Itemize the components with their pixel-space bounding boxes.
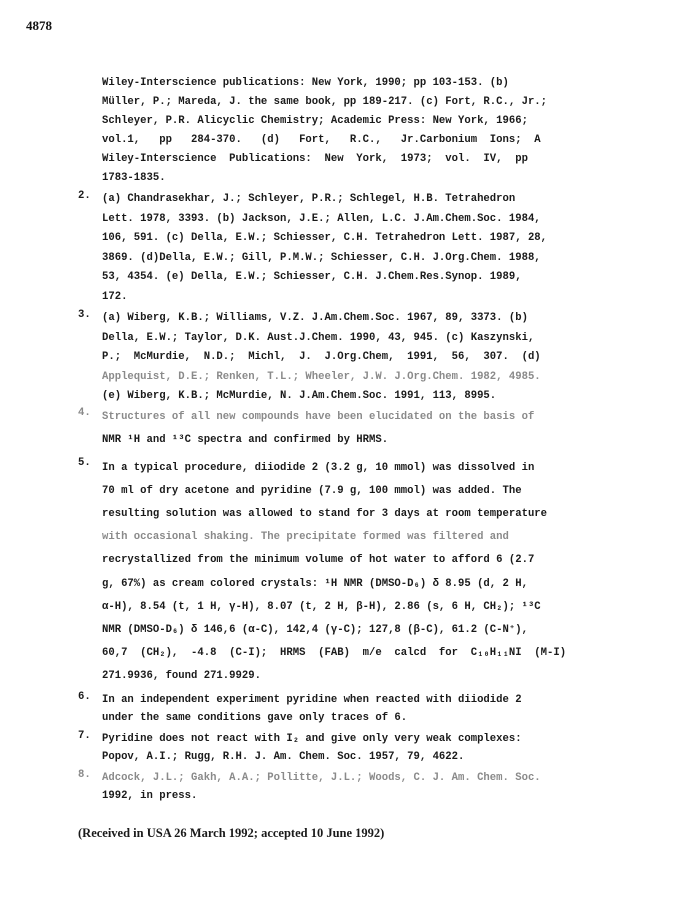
reference-line: 106, 591. (c) Della, E.W.; Schiesser, C.H. Tetrahedron Lett. 1987, 28,	[102, 232, 548, 244]
reference-number: 7.	[78, 729, 91, 742]
reference-line: vol.1, pp 284-370. (d) Fort, R.C., Jr.Carbonium Ions; A	[102, 134, 541, 146]
reference-line: 1992, in press.	[102, 790, 198, 803]
reference-text	[102, 691, 608, 728]
reference-line: recrystallized from the minimum volume of hot water to afford 6 (2.7	[102, 554, 535, 567]
reference-line: Structures of all new compounds have been elucidated on the basis of	[102, 410, 535, 423]
reference-number: 2.	[78, 190, 91, 202]
reference-number: 3.	[78, 309, 91, 321]
reference-line: 1783-1835.	[102, 172, 166, 184]
reference-line: α-H), 8.54 (t, 1 H, γ-H), 8.07 (t, 2 H, β-H), 2.86 (s, 6 H, CH₂); ¹³C	[102, 600, 541, 613]
reference-number	[78, 74, 102, 188]
reference-5	[78, 457, 608, 689]
reference-7	[78, 730, 608, 767]
reference-4	[78, 407, 608, 453]
reference-line: Popov, A.I.; Rugg, R.H. J. Am. Chem. Soc. 1957, 79, 4622.	[102, 751, 465, 764]
reference-number: 6.	[78, 690, 91, 703]
reference-line: Schleyer, P.R. Alicyclic Chemistry; Academic Press: New York, 1966;	[102, 115, 528, 127]
reference-number: 8.	[78, 768, 91, 781]
reference-text	[102, 309, 608, 407]
reference-line: (e) Wiberg, K.B.; McMurdie, N. J.Am.Chem.Soc. 1991, 113, 8995.	[102, 390, 497, 402]
reference-2	[78, 190, 608, 307]
reference-line: Applequist, D.E.; Renken, T.L.; Wheeler, J.W. J.Org.Chem. 1982, 4985.	[102, 370, 541, 383]
reference-line: NMR (DMSO-D₆) δ 146,6 (α-C), 142,4 (γ-C); 127,8 (β-C), 61.2 (C-N⁺),	[102, 623, 528, 636]
reference-line: Pyridine does not react with I₂ and give only very weak complexes:	[102, 732, 522, 745]
reference-number: 5.	[78, 456, 91, 469]
reference-line: g, 67%) as cream colored crystals: ¹H NMR (DMSO-D₆) δ 8.95 (d, 2 H,	[102, 577, 528, 590]
page-number: 4878	[26, 18, 52, 33]
reference-text	[102, 190, 608, 307]
reference-line: In a typical procedure, diiodide 2 (3.2 g, 10 mmol) was dissolved in	[102, 461, 535, 474]
reference-line: 172.	[102, 290, 128, 303]
reference-line: 271.9936, found 271.9929.	[102, 670, 261, 683]
reference-text	[102, 730, 608, 767]
received-date-note: (Received in USA 26 March 1992; accepted 10 June 1992)	[78, 826, 385, 840]
reference-line: 53, 4354. (e) Della, E.W.; Schiesser, C.H. J.Chem.Res.Synop. 1989,	[102, 271, 522, 283]
reference-line: Lett. 1978, 3393. (b) Jackson, J.E.; Allen, L.C. J.Am.Chem.Soc. 1984,	[102, 212, 541, 225]
reference-line: 3869. (d)Della, E.W.; Gill, P.M.W.; Schiesser, C.H. J.Org.Chem. 1988,	[102, 251, 541, 264]
reference-8	[78, 769, 608, 806]
reference-3	[78, 309, 608, 407]
reference-text	[102, 74, 608, 188]
reference-line: Adcock, J.L.; Gakh, A.A.; Pollitte, J.L.; Woods, C. J. Am. Chem. Soc.	[102, 771, 541, 784]
reference-line: P.; McMurdie, N.D.; Michl, J. J.Org.Chem, 1991, 56, 307. (d)	[102, 351, 541, 363]
reference-line: NMR ¹H and ¹³C spectra and confirmed by HRMS.	[102, 433, 389, 446]
reference-line: (a) Chandrasekhar, J.; Schleyer, P.R.; Schlegel, H.B. Tetrahedron	[102, 193, 516, 205]
reference-line: with occasional shaking. The precipitate formed was filtered and	[102, 531, 509, 544]
reference-line: Müller, P.; Mareda, J. the same book, pp 189-217. (c) Fort, R.C., Jr.;	[102, 96, 548, 108]
reference-line: resulting solution was allowed to stand for 3 days at room temperature	[102, 507, 548, 520]
reference-line: Wiley-Interscience Publications: New York, 1973; vol. IV, pp	[102, 153, 528, 165]
reference-line: In an independent experiment pyridine when reacted with diiodide 2	[102, 693, 522, 706]
reference-text	[102, 769, 608, 806]
reference-1-continued	[78, 74, 608, 188]
reference-text	[102, 407, 608, 453]
reference-line: Della, E.W.; Taylor, D.K. Aust.J.Chem. 1990, 43, 945. (c) Kaszynski,	[102, 331, 535, 344]
reference-text	[102, 457, 608, 689]
reference-line: 60,7 (CH₂), -4.8 (C-I); HRMS (FAB) m/e calcd for C₁₀H₁₁NI (M-I)	[102, 647, 567, 660]
reference-line: (a) Wiberg, K.B.; Williams, V.Z. J.Am.Chem.Soc. 1967, 89, 3373. (b)	[102, 312, 528, 324]
reference-line: under the same conditions gave only traces of 6.	[102, 712, 408, 725]
reference-list	[78, 74, 608, 806]
reference-number: 4.	[78, 406, 91, 419]
reference-line: 70 ml of dry acetone and pyridine (7.9 g, 100 mmol) was added. The	[102, 484, 522, 497]
reference-line: Wiley-Interscience publications: New York, 1990; pp 103-153. (b)	[102, 77, 509, 89]
reference-6	[78, 691, 608, 728]
